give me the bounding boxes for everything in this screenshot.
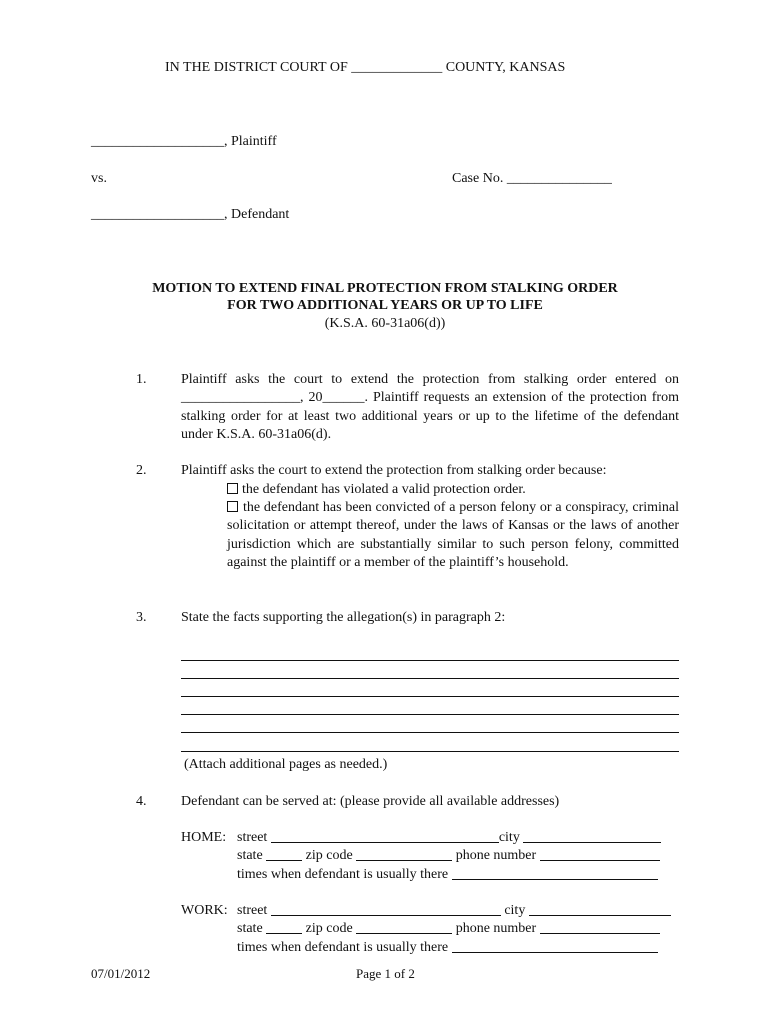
home-state-row <box>237 847 660 865</box>
para2-number: 2. <box>136 463 147 478</box>
home-zip-label: zip code <box>305 848 353 863</box>
versus-label: vs. <box>91 171 107 186</box>
para3-number: 3. <box>136 610 147 625</box>
work-times-label: times when defendant is usually there <box>237 940 449 955</box>
home-city-field[interactable] <box>523 829 661 843</box>
work-times-row <box>237 939 658 957</box>
county-blank: _____________ <box>351 60 443 75</box>
home-street-label: street <box>237 830 268 845</box>
court-heading <box>165 59 565 77</box>
facts-line-3[interactable] <box>181 696 679 697</box>
home-state-field[interactable] <box>266 847 302 861</box>
document-title-line1: MOTION TO EXTEND FINAL PROTECTION FROM STALKING ORDER <box>152 281 618 296</box>
home-state-label: state <box>237 848 263 863</box>
work-zip-field[interactable] <box>356 920 452 934</box>
work-city-label: city <box>504 903 526 918</box>
facts-line-5[interactable] <box>181 732 679 733</box>
work-state-label: state <box>237 921 263 936</box>
work-street-label: street <box>237 903 268 918</box>
attach-pages-note: (Attach additional pages as needed.) <box>184 757 388 772</box>
home-phone-label: phone number <box>455 848 537 863</box>
work-state-row <box>237 920 660 938</box>
facts-line-2[interactable] <box>181 678 679 679</box>
work-city-field[interactable] <box>529 902 671 916</box>
case-number-line: Case No. _______________ <box>452 171 612 186</box>
page-number: Page 1 of 2 <box>356 966 415 981</box>
para2-text: Plaintiff asks the court to extend the protection from stalking order because: <box>181 463 607 478</box>
violated-order-checkbox[interactable] <box>227 483 238 494</box>
facts-line-6[interactable] <box>181 751 679 752</box>
home-street-row <box>237 829 661 847</box>
statute-reference: (K.S.A. 60-31a06(d)) <box>324 316 446 331</box>
court-heading-suffix: COUNTY, KANSAS <box>445 60 566 75</box>
home-street-field[interactable] <box>271 829 499 843</box>
work-zip-label: zip code <box>305 921 353 936</box>
home-phone-field[interactable] <box>540 847 660 861</box>
para4-number: 4. <box>136 794 147 809</box>
work-state-field[interactable] <box>266 920 302 934</box>
option-violated-order <box>227 481 526 499</box>
facts-line-1[interactable] <box>181 660 679 661</box>
home-city-label: city <box>498 830 520 845</box>
defendant-line: ___________________, Defendant <box>91 207 290 222</box>
home-times-label: times when defendant is usually there <box>237 867 449 882</box>
work-times-field[interactable] <box>452 939 658 953</box>
para1-number: 1. <box>136 372 147 387</box>
para3-text: State the facts supporting the allegation(s) in paragraph 2: <box>181 610 506 625</box>
home-times-field[interactable] <box>452 866 658 880</box>
home-zip-field[interactable] <box>356 847 452 861</box>
home-label: HOME: <box>181 830 227 845</box>
document-title-line2: FOR TWO ADDITIONAL YEARS OR UP TO LIFE <box>227 298 543 313</box>
work-phone-field[interactable] <box>540 920 660 934</box>
court-heading-prefix: IN THE DISTRICT COURT OF <box>165 60 348 75</box>
option-convicted-felony-label: the defendant has been convicted of a person felony or a conspiracy, criminal solicitation or attempt thereof, under the laws of Kansas or the laws of another jurisdiction which are substantially similar to such person felony, committed against the plaintiff or a member of the plaintiff’s household. <box>227 500 679 570</box>
option-violated-order-label: the defendant has violated a valid protection order. <box>242 482 526 497</box>
form-revision-date: 07/01/2012 <box>91 966 151 981</box>
para4-text: Defendant can be served at: (please provide all available addresses) <box>181 794 560 809</box>
work-label: WORK: <box>181 903 228 918</box>
home-times-row <box>237 866 658 884</box>
para1-text: Plaintiff asks the court to extend the protection from stalking order entered on _________________, 20______. Plaintiff requests an extension of the protection from stalking order for at least two additional years or up to the lifetime of the defendant under K.S.A. 60-31a06(d). <box>181 372 679 442</box>
facts-line-4[interactable] <box>181 714 679 715</box>
work-street-field[interactable] <box>271 902 501 916</box>
plaintiff-line: ___________________, Plaintiff <box>91 134 277 149</box>
work-street-row <box>237 902 671 920</box>
work-phone-label: phone number <box>455 921 537 936</box>
